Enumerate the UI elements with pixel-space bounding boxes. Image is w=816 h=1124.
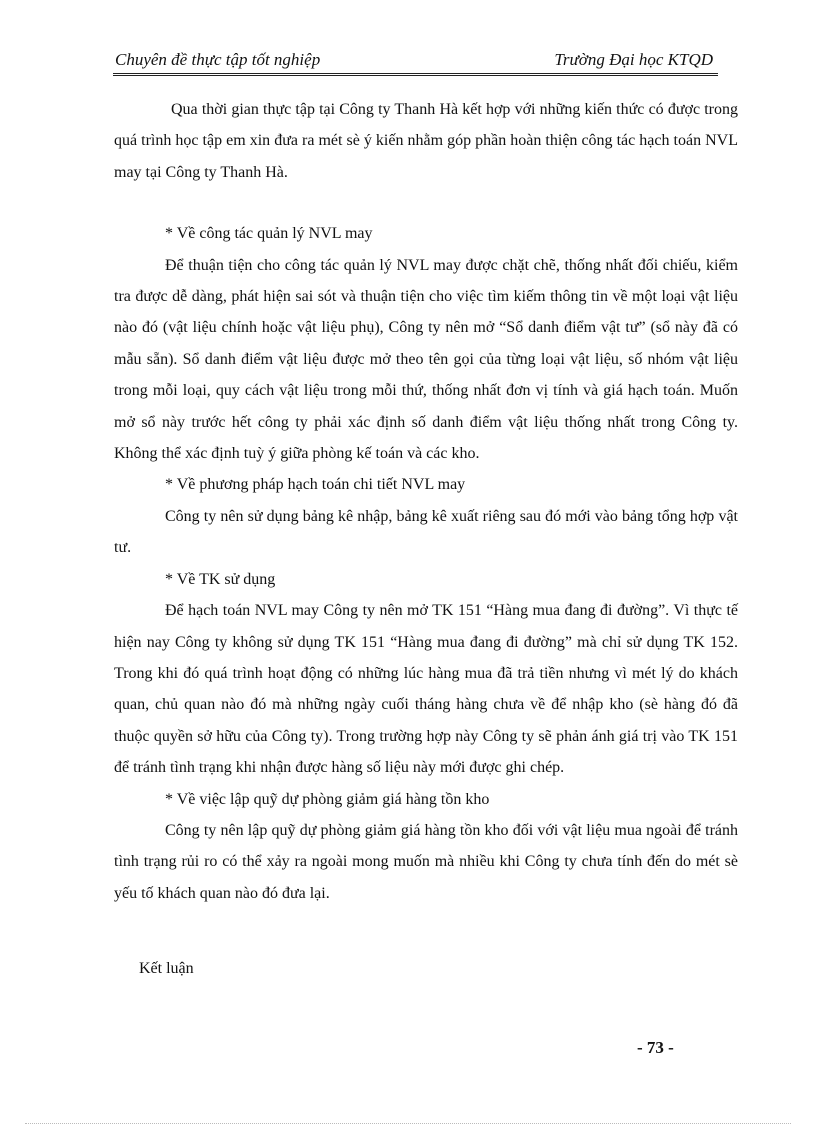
header-university: Trường Đại học KTQD [554,50,713,69]
section-text-inventory-provision: Công ty nên lập quỹ dự phòng giảm giá hàng tồn kho đối với vật liệu mua ngoài để tránh tình trạng rủi ro có thể xảy ra ngoài mong muốn mà nhiều khi Công ty chưa tính đến do mét sè yếu tố khách quan nào đó đưa lại. [114,821,738,902]
spacer [114,188,738,218]
section-heading-accounts-used: * Về TK sử dụng [165,570,276,588]
section-text-detailed-accounting: Công ty nên sử dụng bảng kê nhập, bảng kê xuất riêng sau đó mới vào bảng tổng hợp vật tư. [114,507,738,557]
section-heading-material-management: * Về công tác quản lý NVL may [165,225,373,243]
section-text-material-management: Để thuận tiện cho công tác quản lý NVL may được chặt chẽ, thống nhất đối chiếu, kiểm tra được dễ dàng, phát hiện sai sót và thuận tiện cho việc tìm kiếm thông tin về một loại vật liệu nào đó (vật liệu chính hoặc vật liệu phụ), Công ty nên mở “Sổ danh điểm vật tư” (sổ này đã có mẫu sẵn). Sổ danh điểm vật liệu được mở theo tên gọi của từng loại vật liệu, số nhóm vật liệu trong mỗi loại, quy cách vật liệu trong mỗi thứ, thống nhất đơn vị tính và giá hạch toán. Muốn mở sổ này trước hết công ty phải xác định số danh điểm vật liệu thống nhất trong Công ty. Không thể xác định tuỳ ý giữa phòng kế toán và các kho. [114,256,738,463]
section-heading-detailed-accounting: * Về phương pháp hạch toán chi tiết NVL may [165,476,466,494]
page-body [114,94,738,985]
header-divider [113,73,718,76]
header-document-title: Chuyên đề thực tập tốt nghiệp [115,50,321,69]
section-heading-inventory-provision: * Về việc lập quỹ dự phòng giảm giá hàng tồn kho [165,790,490,808]
section-text-accounts-used: Để hạch toán NVL may Công ty nên mở TK 151 “Hàng mua đang đi đường”. Vì thực tế hiện nay Công ty không sử dụng TK 151 “Hàng mua đang đi đường” mà chỉ sử dụng TK 152. Trong khi đó quá trình hoạt động có những lúc hàng mua đã trả tiền nhưng vì mét lý do khách quan, chủ quan nào đó mà những ngày cuối tháng hàng chưa về để nhập kho (sè hàng đó đã thuộc quyền sở hữu của Công ty). Trong trường hợp này Công ty sẽ phản ánh giá trị vào TK 151 để tránh tình trạng khi nhận được hàng số liệu này mới được ghi chép. [114,602,738,777]
spacer [114,909,738,953]
page-number: - 73 - [637,1038,674,1057]
page-header [113,50,715,72]
conclusion-heading: Kết luận [139,960,194,978]
intro-paragraph: Qua thời gian thực tập tại Công ty Thanh Hà kết hợp với những kiến thức có được trong quá trình học tập em xin đưa ra mét sè ý kiến nhằm góp phần hoàn thiện công tác hạch toán NVL may tại Công ty Thanh Hà. [114,101,738,181]
